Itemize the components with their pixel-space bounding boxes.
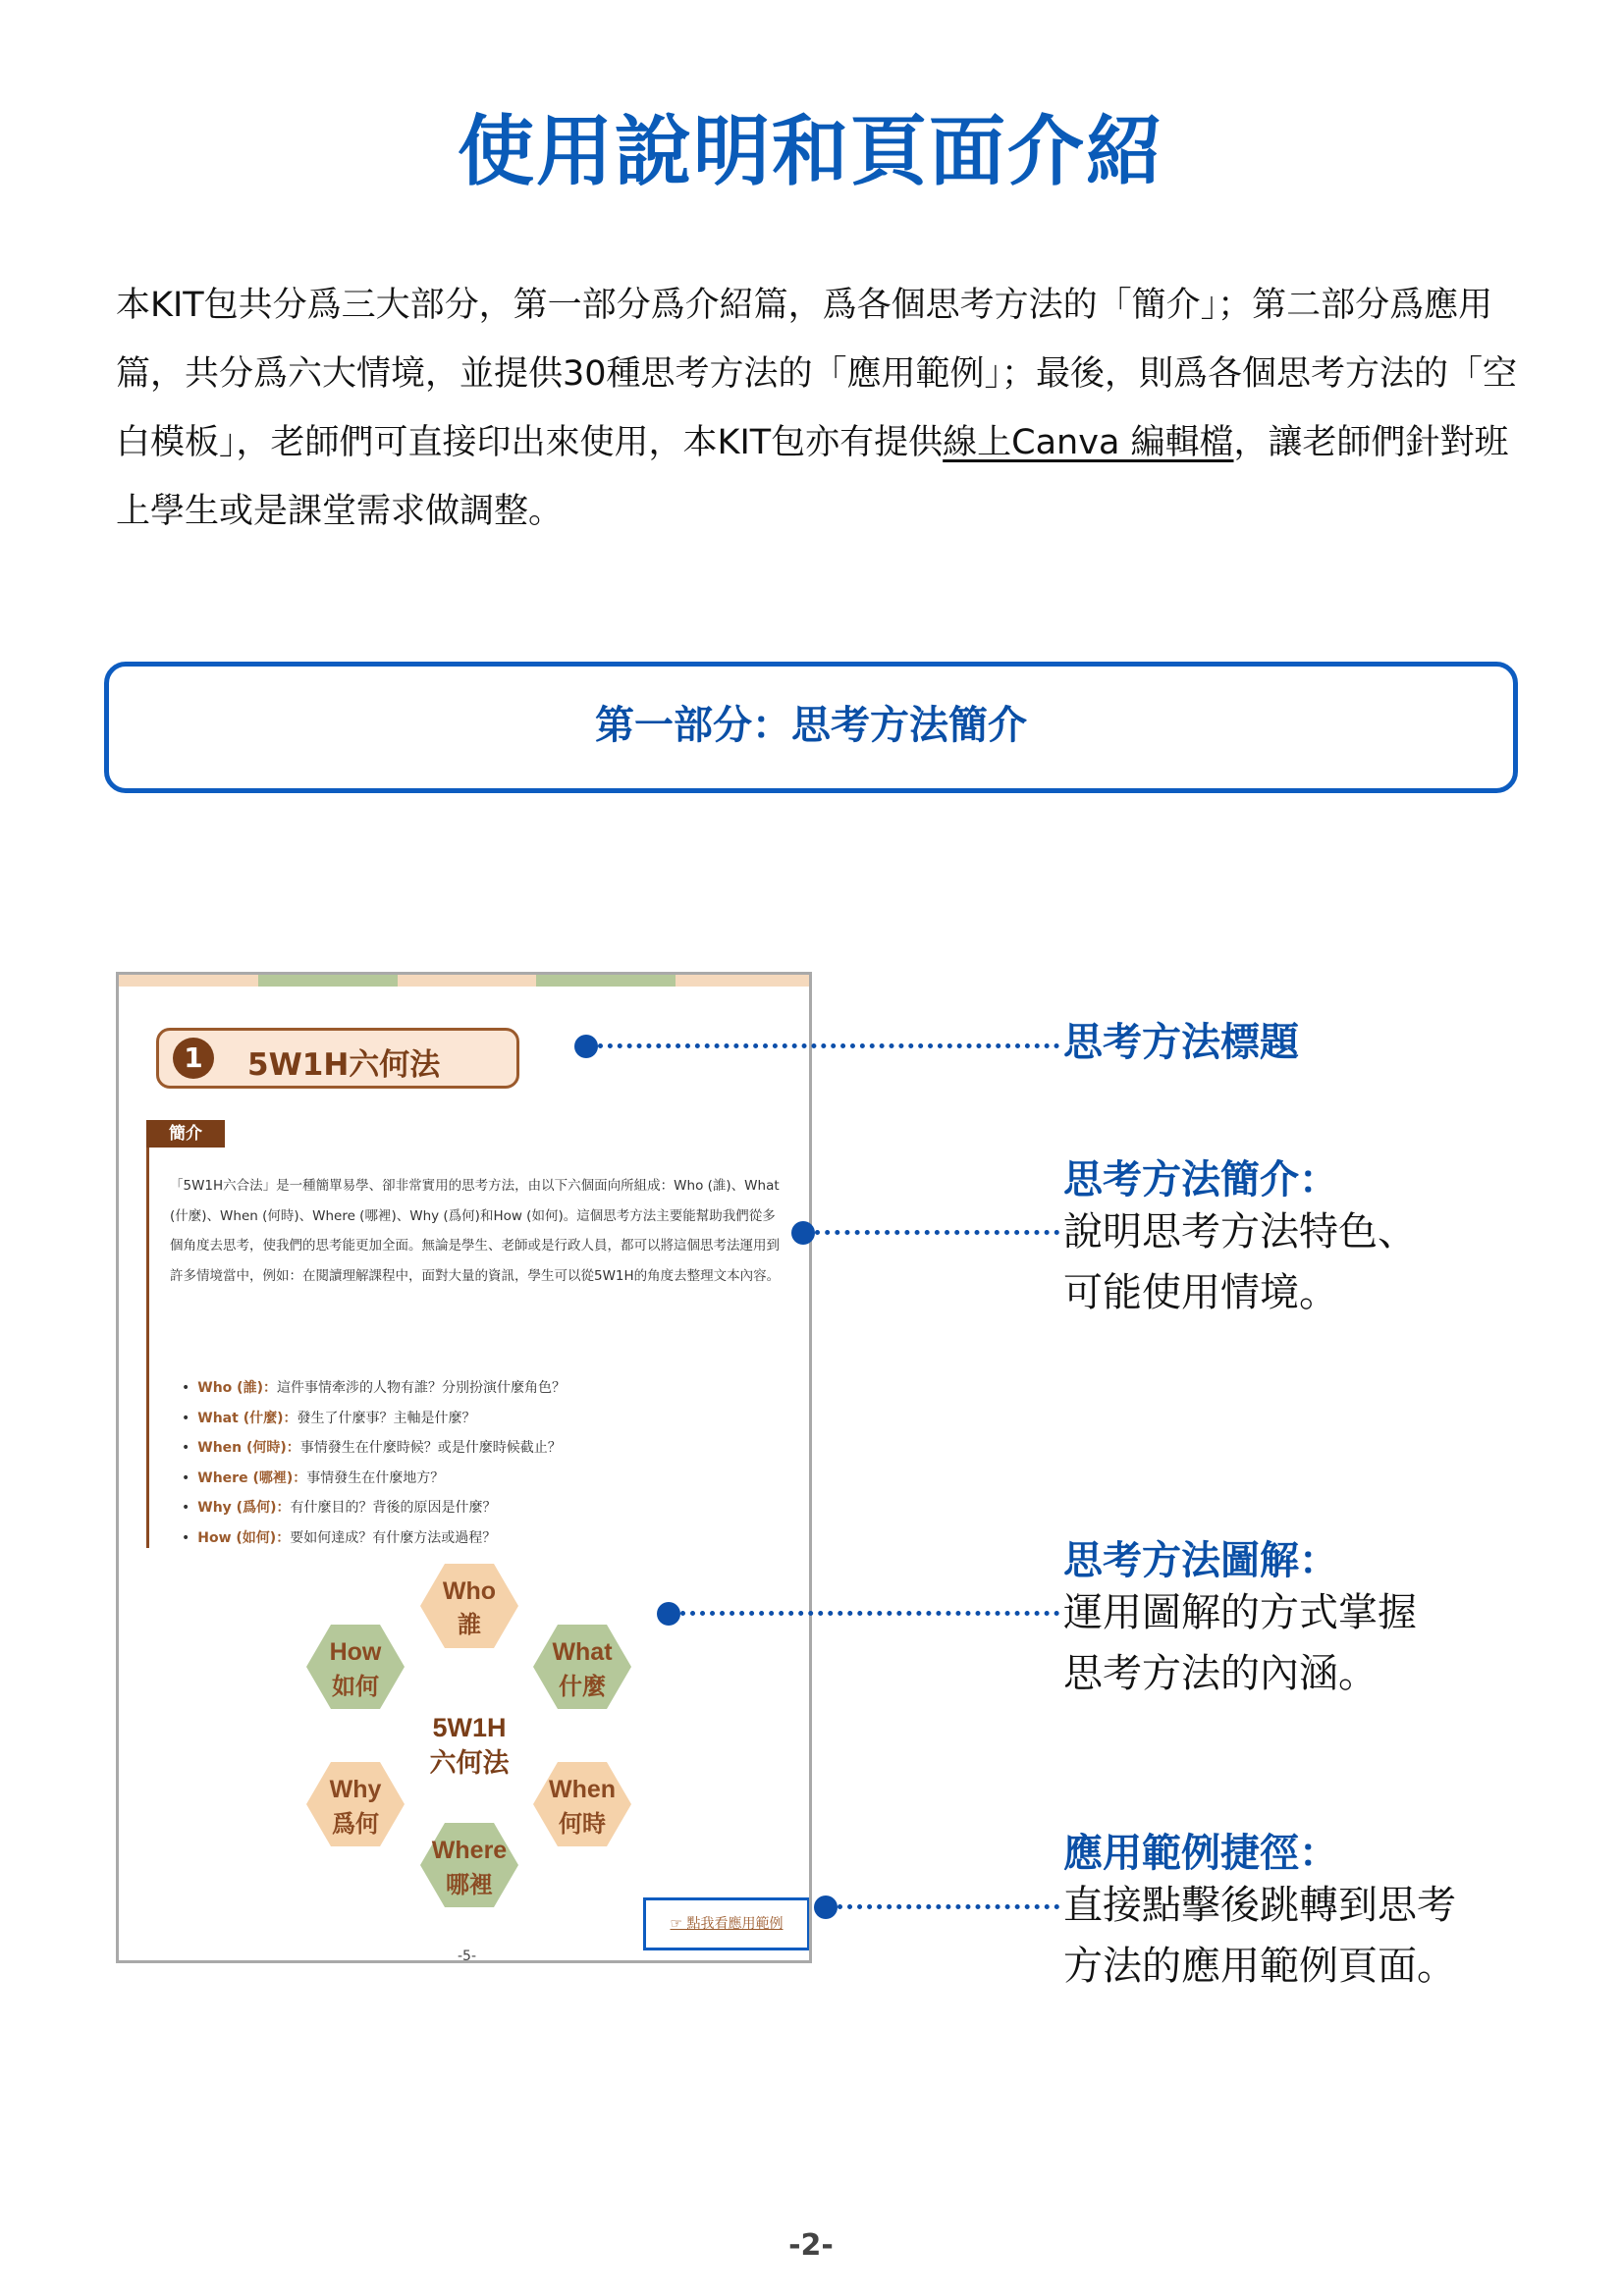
hexagon-diagram <box>119 975 812 1963</box>
method-name: 5W1H六何法 <box>247 1047 441 1083</box>
page-number: -2- <box>788 2228 834 2263</box>
intro-tag: 簡介 <box>146 1120 225 1148</box>
hex-how-en: How <box>329 1638 382 1666</box>
list-item: • Who (誰)：這件事情牽涉的人物有誰？分別扮演什麼角色？ <box>195 1373 784 1404</box>
method-number: 1 <box>173 1038 214 1079</box>
intro-text: 本KIT包共分爲三大部分，第一部分爲介紹篇，爲各個思考方法的「簡介」；第二部分爲應用篇，共分爲六大情境，並提供30種思考方法的「應用範例」；最後，則爲各個思考方法的「空白模板」，老師們可直接印出來使用，本KIT包亦有提供 <box>116 286 1518 462</box>
page-preview <box>116 972 812 1963</box>
callout-leader <box>680 1611 1059 1616</box>
callout-title-diagram: 思考方法圖解： <box>1063 1538 1338 1583</box>
callout-leader <box>815 1230 1059 1235</box>
hex-where-zh: 哪裡 <box>446 1871 493 1898</box>
hex-what-zh: 什麼 <box>559 1673 606 1700</box>
method-description: 「5W1H六合法」是一種簡單易學、卻非常實用的思考方法，由以下六個面向所組成：Who (誰)、What (什麼)、When (何時)、Where (哪裡)、Why (爲何)和How (如何)。這個思考方法主要能幫助我們從多個角度去思考，使我們的思考能更加全面。無論是學生、老師或是行政人員，都可以將這個思考法運用到許多情境當中，例如：在閱讀理解課程中，面對大量的資訊，學生可以從5W1H的角度去整理文本內容。 <box>170 1178 781 1284</box>
callout-leader <box>598 1043 1059 1048</box>
hex-who-zh: 誰 <box>458 1611 481 1638</box>
section-title: 第一部分：思考方法簡介 <box>595 703 1027 748</box>
callout-dot <box>814 1896 838 1919</box>
hex-what-en: What <box>552 1638 613 1666</box>
hex-center-1: 5W1H <box>432 1713 507 1742</box>
callout-dot <box>791 1221 815 1245</box>
page-title: 使用說明和頁面介紹 <box>457 108 1164 196</box>
preview-page-number: -5- <box>457 1949 476 1963</box>
hex-when-zh: 何時 <box>559 1810 606 1838</box>
example-shortcut-button[interactable]: ☞ 點我看應用範例 <box>643 1897 810 1950</box>
hex-center-2: 六何法 <box>429 1748 510 1779</box>
intro-text-end: ，讓老師們針對班上學生或是課堂需求做調整。 <box>116 423 1509 531</box>
list-item: • Why (爲何)：有什麼目的？背後的原因是什麼？ <box>195 1493 784 1523</box>
list-item: • When (何時)：事情發生在什麼時候？或是什麼時候截止？ <box>195 1433 784 1464</box>
hex-where-en: Where <box>431 1837 508 1864</box>
hex-when-en: When <box>548 1776 617 1803</box>
callout-dot <box>574 1035 598 1058</box>
list-item: • What (什麼)：發生了什麼事？主軸是什麼？ <box>195 1404 784 1434</box>
intro-paragraph <box>116 271 1520 546</box>
callout-title-shortcut: 應用範例捷徑： <box>1063 1831 1338 1876</box>
callout-leader <box>838 1904 1059 1909</box>
hex-who-en: Who <box>442 1577 497 1605</box>
hex-how-zh: 如何 <box>332 1673 379 1700</box>
canva-link[interactable]: 線上Canva 編輯檔 <box>943 423 1234 462</box>
callout-title-heading: 思考方法標題 <box>1063 1020 1299 1065</box>
hex-why-zh: 爲何 <box>332 1810 379 1838</box>
list-item: • How (如何)：要如何達成？有什麼方法或過程？ <box>195 1523 784 1554</box>
callout-title-intro: 思考方法簡介： <box>1063 1157 1338 1202</box>
callout-desc-shortcut: 直接點擊後跳轉到思考 方法的應用範例頁面。 <box>1063 1883 1456 1989</box>
callout-dot <box>657 1602 680 1626</box>
list-item: • Where (哪裡)：事情發生在什麼地方？ <box>195 1464 784 1494</box>
hex-why-en: Why <box>329 1776 382 1803</box>
callout-desc-intro: 說明思考方法特色、 可能使用情境。 <box>1063 1209 1417 1315</box>
callout-desc-diagram: 運用圖解的方式掌握 思考方法的內涵。 <box>1063 1590 1417 1696</box>
